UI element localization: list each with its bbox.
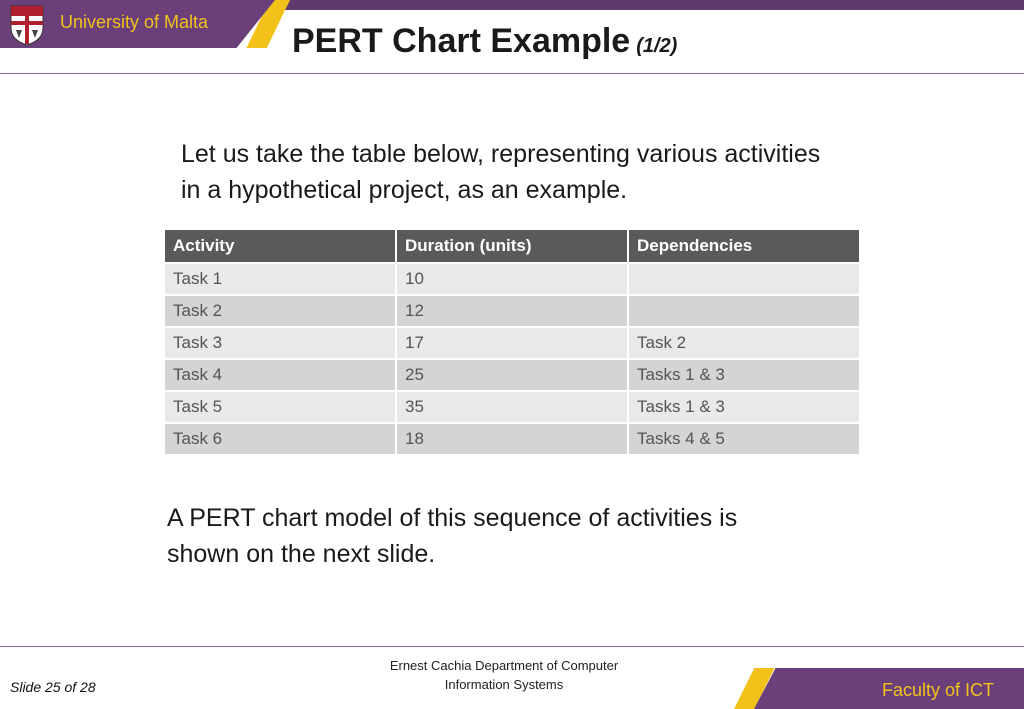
table-row bbox=[165, 424, 859, 454]
outro-paragraph: A PERT chart model of this sequence of activities is shown on the next slide. bbox=[167, 504, 738, 568]
cell-dependencies: Tasks 1 & 3 bbox=[629, 360, 859, 390]
table-row bbox=[165, 328, 859, 358]
department-line-1: Ernest Cachia Department of Computer bbox=[389, 658, 619, 673]
cell-duration: 10 bbox=[397, 264, 627, 294]
column-header-dependencies: Dependencies bbox=[629, 230, 859, 262]
cell-duration: 25 bbox=[397, 360, 627, 390]
cell-activity: Task 1 bbox=[165, 264, 395, 294]
cell-duration: 17 bbox=[397, 328, 627, 358]
intro-paragraph: Let us take the table below, representing various activities in a hypothetical project, as an example. bbox=[181, 140, 821, 204]
footer-divider bbox=[0, 646, 1024, 647]
department-name bbox=[354, 656, 654, 694]
slide-number: Slide 25 of 28 bbox=[10, 679, 96, 695]
cell-dependencies: Tasks 4 & 5 bbox=[629, 424, 859, 454]
table-row bbox=[165, 264, 859, 294]
cell-activity: Task 5 bbox=[165, 392, 395, 422]
university-name: University of Malta bbox=[60, 12, 209, 32]
cell-activity: Task 4 bbox=[165, 360, 395, 390]
cell-dependencies: Task 2 bbox=[629, 328, 859, 358]
cell-activity: Task 3 bbox=[165, 328, 395, 358]
table-row bbox=[165, 392, 859, 422]
cell-activity: Task 6 bbox=[165, 424, 395, 454]
slide-title bbox=[292, 22, 677, 61]
activities-table bbox=[163, 228, 861, 456]
slide-title-text: PERT Chart Example bbox=[292, 22, 631, 60]
cell-activity: Task 2 bbox=[165, 296, 395, 326]
cell-duration: 35 bbox=[397, 392, 627, 422]
table-header-row bbox=[165, 230, 859, 262]
column-header-duration: Duration (units) bbox=[397, 230, 627, 262]
table-row bbox=[165, 296, 859, 326]
cell-dependencies: Tasks 1 & 3 bbox=[629, 392, 859, 422]
cell-duration: 12 bbox=[397, 296, 627, 326]
department-line-2: Information Systems bbox=[444, 677, 564, 692]
cell-dependencies bbox=[629, 264, 859, 294]
table-row bbox=[165, 360, 859, 390]
cell-duration: 18 bbox=[397, 424, 627, 454]
header-divider bbox=[0, 73, 1024, 74]
slide-title-part: (1/2) bbox=[636, 35, 678, 57]
cell-dependencies bbox=[629, 296, 859, 326]
university-crest-icon bbox=[8, 4, 46, 46]
column-header-activity: Activity bbox=[165, 230, 395, 262]
faculty-name: Faculty of ICT bbox=[882, 680, 995, 700]
